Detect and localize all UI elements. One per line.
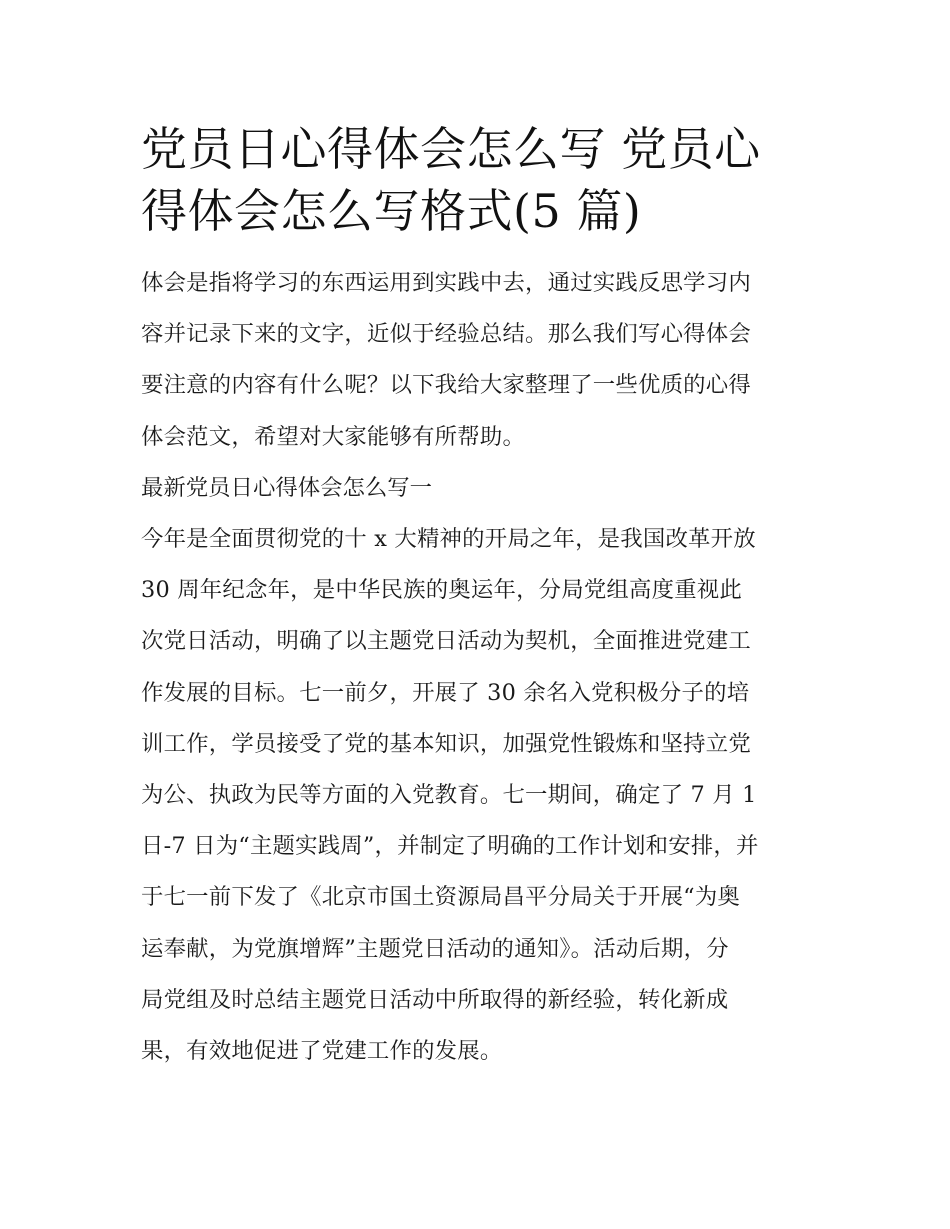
intro-line: 体会范文，希望对大家能够有所帮助。 bbox=[141, 423, 526, 450]
intro-line: 要注意的内容有什么呢？以下我给大家整理了一些优质的心得 bbox=[141, 372, 751, 399]
title-line-1: 党员日心得体会怎么写 党员心 bbox=[141, 122, 761, 176]
body-line: 30 周年纪念年，是中华民族的奥运年，分局党组高度重视此 bbox=[141, 577, 742, 604]
body-line: 训工作，学员接受了党的基本知识，加强党性锻炼和坚持立党 bbox=[141, 730, 751, 757]
body-line: 为公、执政为民等方面的入党教育。七一期间，确定了 7 月 1 bbox=[141, 782, 757, 809]
document-title bbox=[141, 118, 813, 242]
intro-line: 体会是指将学习的东西运用到实践中去，通过实践反思学习内 bbox=[141, 270, 751, 296]
intro-paragraph bbox=[141, 258, 813, 463]
body-line: 局党组及时总结主题党日活动中所取得的新经验，转化新成 bbox=[141, 986, 729, 1013]
section-heading: 最新党员日心得体会怎么写一 bbox=[141, 474, 433, 501]
body-paragraph bbox=[141, 514, 813, 1077]
intro-line: 容并记录下来的文字，近似于经验总结。那么我们写心得体会 bbox=[141, 321, 751, 348]
title-line-2: 得体会怎么写格式(5 篇) bbox=[141, 184, 642, 238]
body-line: 于七一前下发了《北京市国土资源局昌平分局关于开展“为奥 bbox=[141, 884, 741, 911]
body-line: 作发展的目标。七一前夕，开展了 30 余名入党积极分子的培 bbox=[141, 679, 750, 706]
body-line: 日-7 日为“主题实践周”，并制定了明确的工作计划和安排，并 bbox=[141, 833, 759, 860]
body-line: 运奉献，为党旗增辉”主题党日活动的通知》。活动后期，分 bbox=[141, 935, 729, 962]
body-line: 次党日活动，明确了以主题党日活动为契机，全面推进党建工 bbox=[141, 628, 751, 655]
document-page bbox=[141, 118, 813, 1077]
body-line: 今年是全面贯彻党的十 x 大精神的开局之年，是我国改革开放 bbox=[141, 526, 756, 553]
body-line: 果，有效地促进了党建工作的发展。 bbox=[141, 1038, 503, 1065]
